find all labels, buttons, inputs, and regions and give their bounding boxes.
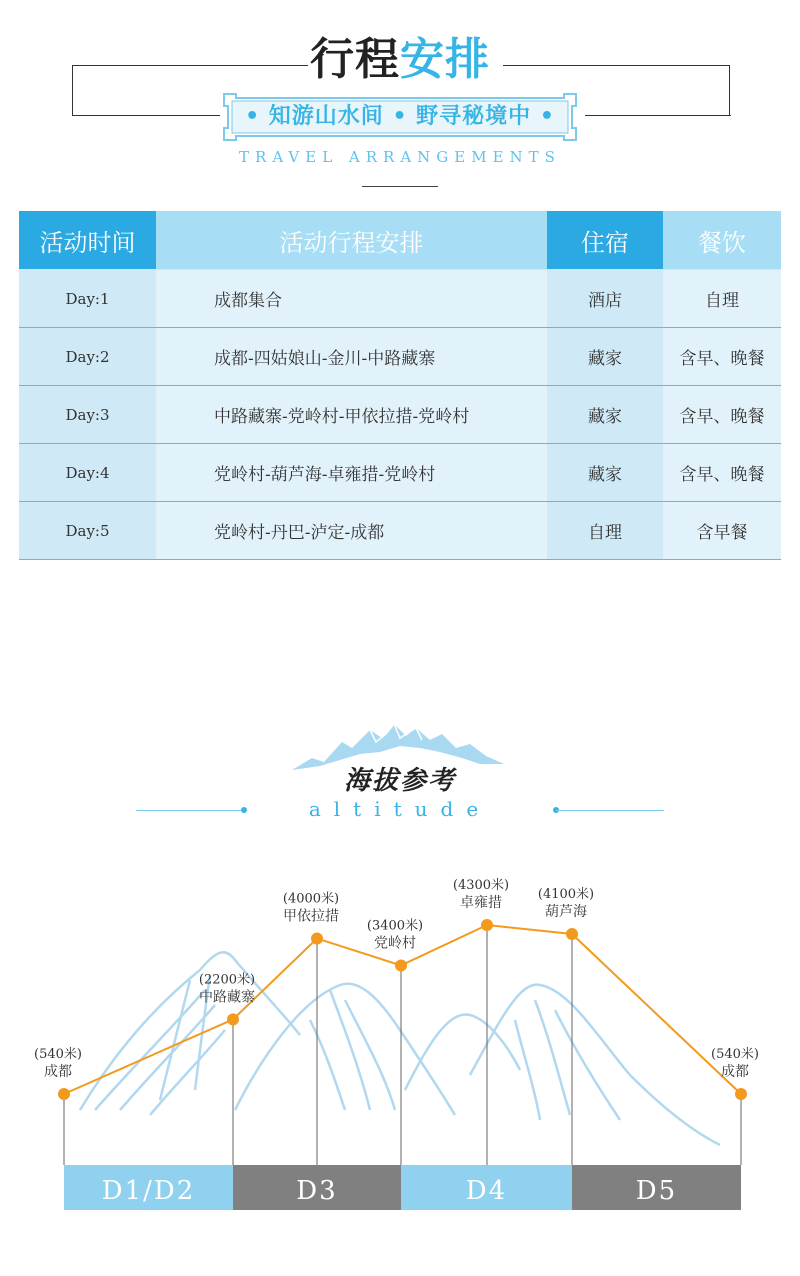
- cell-lodging: 自理: [547, 502, 663, 560]
- cell-itinerary: 成都集合: [156, 270, 547, 328]
- altitude-value-label: (4300米): [452, 878, 510, 893]
- cell-itinerary: 成都-四姑娘山-金川-中路藏寨: [156, 328, 547, 386]
- mountain-illustration: [80, 952, 720, 1145]
- day-bands: [64, 1165, 741, 1210]
- location-label: 成都: [44, 1064, 72, 1080]
- cell-meals: 含早餐: [663, 502, 781, 560]
- day-band-label: D4: [465, 1176, 508, 1206]
- location-label: 甲依拉措: [283, 908, 339, 925]
- altitude-value-label: (4000米): [282, 891, 340, 907]
- point-labels: [34, 877, 759, 1080]
- itinerary-table: [19, 211, 781, 560]
- page-subtitle: TRAVEL ARRANGEMENTS: [239, 148, 561, 166]
- cell-itinerary: 党岭村-丹巴-泸定-成都: [156, 502, 547, 560]
- altitude-point: [566, 928, 578, 940]
- altitude-subtitle: altitude: [308, 797, 492, 821]
- cell-lodging: 藏家: [547, 444, 663, 502]
- altitude-point: [395, 959, 407, 971]
- cell-meals: 含早、晚餐: [663, 444, 781, 502]
- table-header-row: [19, 211, 781, 270]
- table-row: [19, 502, 781, 560]
- cell-meals: 自理: [663, 270, 781, 328]
- cell-itinerary: 党岭村-葫芦海-卓雍措-党岭村: [156, 444, 547, 502]
- page-title-part1: 行程: [310, 34, 400, 85]
- location-label: 中路藏寨: [199, 989, 255, 1006]
- altitude-value-label: (540米): [711, 1047, 759, 1062]
- altitude-point: [481, 919, 493, 931]
- altitude-title: 海拔参考: [343, 766, 456, 796]
- location-label: 卓雍措: [460, 895, 502, 911]
- cell-itinerary: 中路藏寨-党岭村-甲依拉措-党岭村: [156, 386, 547, 444]
- slogan: • 知游山水间 • 野寻秘境中 •: [245, 104, 555, 129]
- cell-day: Day:3: [19, 386, 156, 444]
- table-row: [19, 328, 781, 386]
- page-title-part2: 安排: [400, 34, 490, 85]
- table-row: [19, 444, 781, 502]
- altitude-value-label: (2200米): [198, 972, 256, 988]
- cell-lodging: 藏家: [547, 328, 663, 386]
- altitude-divider-right: [556, 810, 664, 811]
- altitude-point: [735, 1088, 747, 1100]
- altitude-point: [58, 1088, 70, 1100]
- location-label: 葫芦海: [545, 903, 587, 920]
- altitude-chart: [0, 860, 800, 1220]
- cell-day: Day:5: [19, 502, 156, 560]
- cell-lodging: 藏家: [547, 386, 663, 444]
- day-band-label: D3: [296, 1176, 338, 1206]
- altitude-value-label: (540米): [34, 1047, 82, 1062]
- altitude-point: [227, 1013, 239, 1025]
- page-title: [300, 30, 500, 90]
- cell-day: Day:2: [19, 328, 156, 386]
- cell-lodging: 酒店: [547, 270, 663, 328]
- altitude-value-label: (3400米): [366, 918, 424, 934]
- cell-day: Day:1: [19, 270, 156, 328]
- header-time: 活动时间: [19, 211, 156, 270]
- location-label: 党岭村: [374, 935, 416, 952]
- title-frame-bottom-left: [72, 115, 220, 116]
- altitude-divider-left: [136, 810, 244, 811]
- cell-day: Day:4: [19, 444, 156, 502]
- day-band-label: D5: [635, 1176, 678, 1206]
- altitude-point: [311, 932, 323, 944]
- location-label: 成都: [721, 1064, 749, 1080]
- cell-meals: 含早、晚餐: [663, 328, 781, 386]
- header-lodging: 住宿: [547, 211, 663, 270]
- table-row: [19, 270, 781, 328]
- altitude-divider-dot-left: [241, 807, 247, 813]
- day-band-label: D1/D2: [101, 1176, 196, 1206]
- header-meals: 餐饮: [663, 211, 781, 270]
- table-row: [19, 386, 781, 444]
- title-frame-bottom-right: [585, 115, 731, 116]
- subtitle-divider: [362, 186, 438, 187]
- cell-meals: 含早、晚餐: [663, 386, 781, 444]
- header-itinerary: 活动行程安排: [156, 211, 547, 270]
- altitude-value-label: (4100米): [537, 886, 595, 902]
